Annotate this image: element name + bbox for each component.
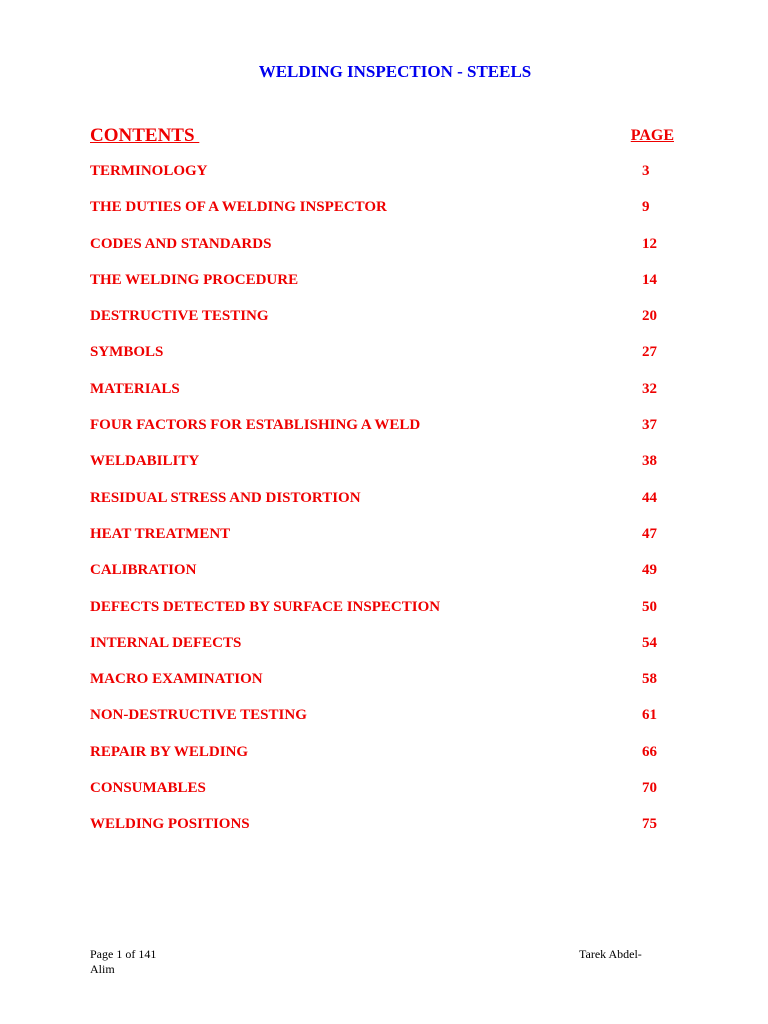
toc-entry-welding-procedure[interactable] (90, 272, 676, 308)
toc-entry-terminology[interactable] (90, 163, 676, 199)
toc-entry-page: 14 (642, 271, 657, 288)
page-column-heading: PAGE (630, 127, 674, 144)
toc-entry-non-destructive-testing[interactable] (90, 707, 676, 743)
toc-entry-macro-examination[interactable] (90, 671, 676, 707)
toc-entry-title: RESIDUAL STRESS AND DISTORTION (90, 489, 361, 506)
toc-entry-title: CODES AND STANDARDS (90, 235, 272, 252)
toc-entry-title: CONSUMABLES (90, 780, 206, 797)
toc-entry-title: FOUR FACTORS FOR ESTABLISHING A WELD (90, 417, 421, 434)
toc-entry-page: 38 (642, 453, 657, 470)
toc-header (90, 125, 676, 149)
document-title: WELDING INSPECTION - STEELS (258, 62, 532, 81)
author-name-continued: Alim (90, 962, 115, 976)
toc-entry-page: 58 (642, 671, 657, 688)
toc-entry-page: 27 (642, 344, 657, 361)
toc-entry-page: 12 (642, 235, 657, 252)
toc-entry-heat-treatment[interactable] (90, 526, 676, 562)
toc-entry-title: THE DUTIES OF A WELDING INSPECTOR (90, 199, 387, 216)
toc-entry-duties-of-welding-inspector[interactable] (90, 199, 676, 235)
toc-entry-title: MATERIALS (90, 380, 180, 397)
toc-entry-page: 54 (642, 634, 657, 651)
page-number-text: Page 1 of 141 (90, 947, 157, 961)
toc-entry-welding-positions[interactable] (90, 816, 676, 852)
author-name: Tarek Abdel- (579, 947, 642, 961)
toc-entry-calibration[interactable] (90, 562, 676, 598)
toc-entry-title: WELDING POSITIONS (90, 816, 250, 833)
footer-page-info (90, 947, 156, 977)
toc-entry-page: 75 (642, 816, 657, 833)
toc-entry-page: 3 (642, 163, 650, 179)
toc-entry-title: TERMINOLOGY (90, 163, 208, 179)
toc-entry-weldability[interactable] (90, 453, 676, 489)
toc-entry-title: CALIBRATION (90, 562, 197, 579)
toc-entry-symbols[interactable] (90, 344, 676, 380)
toc-entry-title: DESTRUCTIVE TESTING (90, 308, 269, 325)
toc-entry-repair-by-welding[interactable] (90, 744, 676, 780)
toc-entry-title: NON-DESTRUCTIVE TESTING (90, 707, 307, 724)
toc-entry-codes-and-standards[interactable] (90, 236, 676, 272)
toc-entry-page: 32 (642, 380, 657, 397)
toc-entry-page: 47 (642, 525, 657, 542)
toc-entry-title: WELDABILITY (90, 453, 200, 470)
toc-entry-page: 37 (642, 417, 657, 434)
toc-entry-title: MACRO EXAMINATION (90, 671, 263, 688)
toc-entry-title: THE WELDING PROCEDURE (90, 271, 299, 288)
toc-entry-page: 50 (642, 598, 657, 615)
contents-heading: CONTENTS (90, 125, 200, 146)
toc-entry-consumables[interactable] (90, 780, 676, 816)
toc-entry-page: 20 (642, 308, 657, 325)
toc-entry-page: 49 (642, 562, 657, 579)
toc-entry-title: INTERNAL DEFECTS (90, 634, 242, 651)
toc-entry-surface-defects[interactable] (90, 599, 676, 635)
toc-entry-title: HEAT TREATMENT (90, 525, 231, 542)
toc-entry-four-factors[interactable] (90, 417, 676, 453)
toc-entry-residual-stress[interactable] (90, 490, 676, 526)
toc-entry-page: 44 (642, 489, 657, 506)
toc-entry-destructive-testing[interactable] (90, 308, 676, 344)
toc-entry-title: DEFECTS DETECTED BY SURFACE INSPECTION (90, 598, 441, 615)
toc-entry-page: 66 (642, 743, 657, 760)
toc-entry-title: REPAIR BY WELDING (90, 743, 249, 760)
toc-entry-internal-defects[interactable] (90, 635, 676, 671)
footer-author (579, 947, 642, 962)
toc-entry-page: 9 (642, 199, 650, 216)
toc-entry-page: 70 (642, 780, 657, 797)
toc-entry-materials[interactable] (90, 381, 676, 417)
table-of-contents (90, 163, 676, 853)
toc-entry-title: SYMBOLS (90, 344, 164, 361)
toc-entry-page: 61 (642, 707, 657, 724)
